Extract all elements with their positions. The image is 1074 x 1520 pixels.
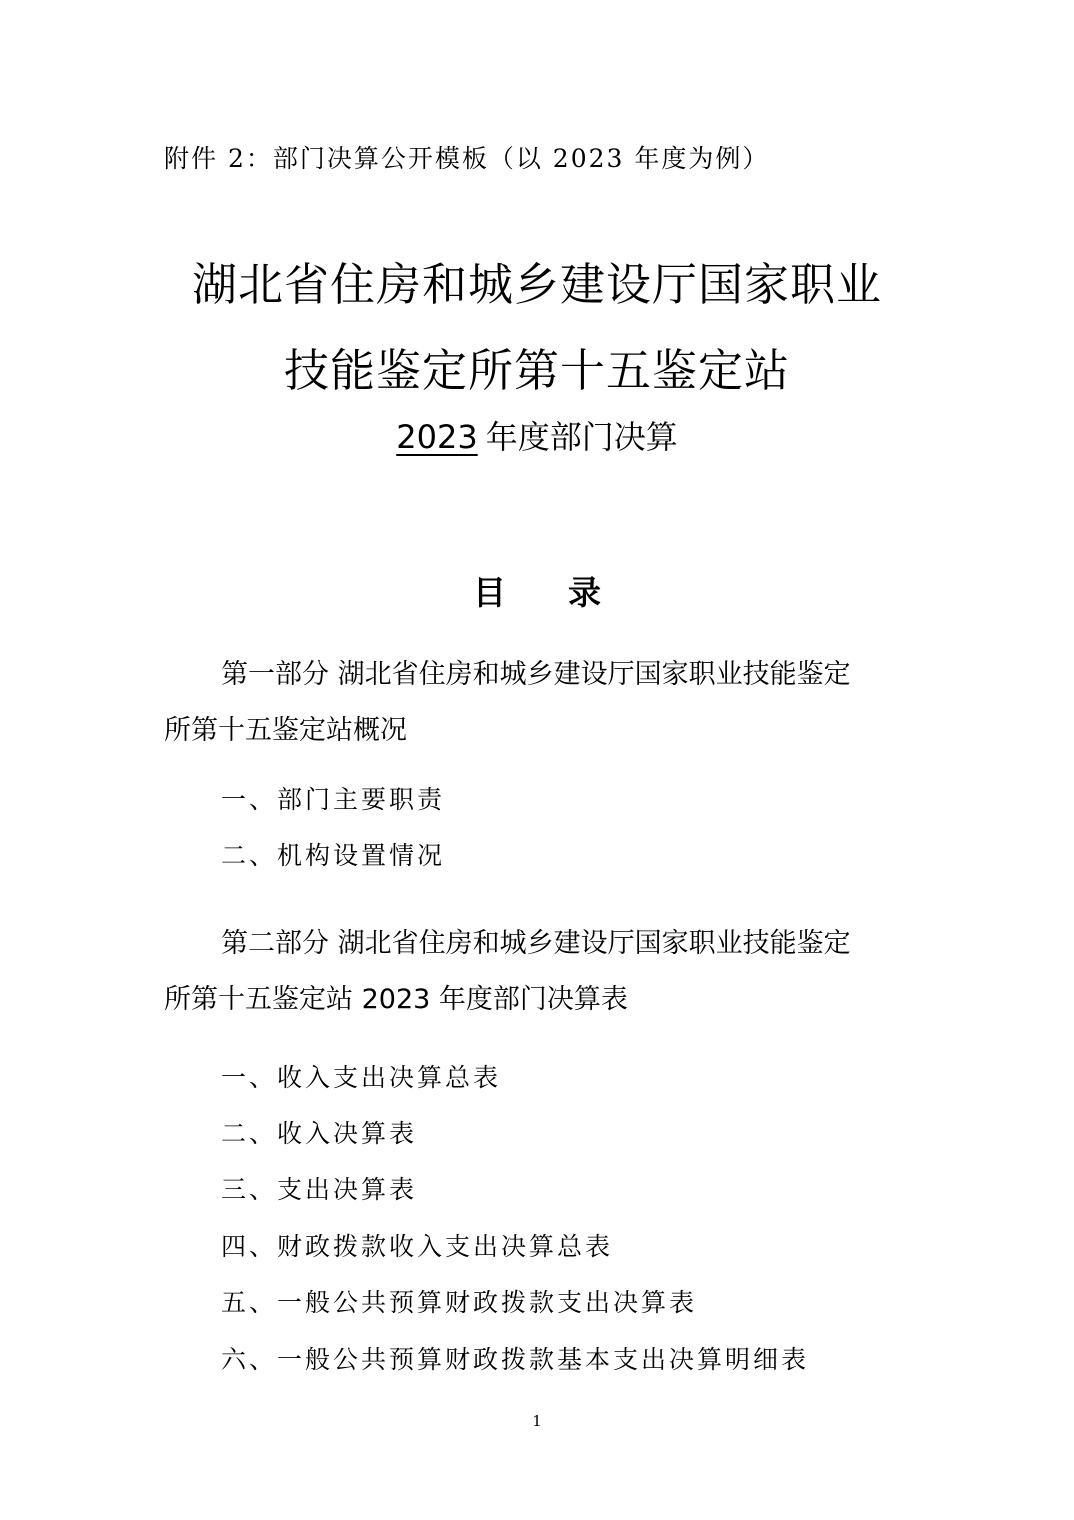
toc-heading-left: 目 (473, 573, 506, 612)
toc-part-1-item: 二、机构设置情况 (221, 841, 446, 870)
toc-part-1-item: 一、部门主要职责 (221, 785, 446, 814)
toc-part-1-line-1: 第一部分 湖北省住房和城乡建设厅国家职业技能鉴定 (221, 659, 851, 690)
toc-part-2-item: 五、一般公共预算财政拨款支出决算表 (221, 1288, 698, 1317)
document-subtitle (0, 418, 1074, 456)
subtitle-text: 年度部门决算 (485, 418, 678, 456)
toc-part-2-item: 一、收入支出决算总表 (221, 1063, 502, 1092)
document-title-line-2: 技能鉴定所第十五鉴定站 (283, 344, 790, 397)
toc-part-2-item: 四、财政拨款收入支出决算总表 (221, 1232, 614, 1261)
toc-part-2-item: 三、支出决算表 (221, 1175, 418, 1204)
toc-heading (0, 573, 1074, 612)
toc-part-2-item: 二、收入决算表 (221, 1119, 418, 1148)
page-number: 1 (532, 1412, 542, 1430)
subtitle-year: 2023 (396, 418, 478, 456)
toc-part-2-line-2: 所第十五鉴定站 2023 年度部门决算表 (164, 984, 628, 1015)
attachment-note: 附件 2：部门决算公开模板（以 2023 年度为例） (164, 144, 770, 173)
document-title-line-1: 湖北省住房和城乡建设厅国家职业 (191, 258, 882, 311)
toc-part-2-line-1: 第二部分 湖北省住房和城乡建设厅国家职业技能鉴定 (221, 928, 851, 959)
toc-heading-right: 录 (568, 573, 601, 612)
toc-part-1-line-2: 所第十五鉴定站概况 (164, 715, 407, 746)
toc-part-2-item: 六、一般公共预算财政拨款基本支出决算明细表 (221, 1345, 810, 1374)
